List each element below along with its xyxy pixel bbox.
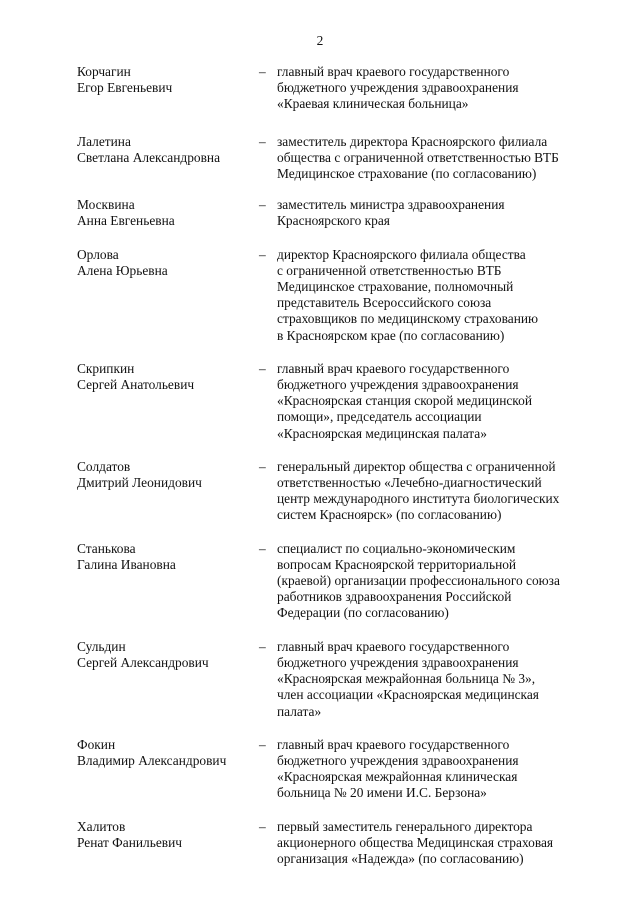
member-entry <box>0 541 640 622</box>
position-line: помощи», председатель ассоциации <box>277 409 482 425</box>
member-surname: Лалетина <box>77 133 131 149</box>
member-given-names: Ренат Фанильевич <box>77 834 182 850</box>
position-line: бюджетного учреждения здравоохранения <box>277 80 519 96</box>
position-line: общества с ограниченной ответственностью ВТБ <box>277 149 559 165</box>
dash-separator: – <box>259 736 266 752</box>
dash-separator: – <box>259 133 266 149</box>
position-line: первый заместитель генерального директора <box>277 818 533 834</box>
dash-separator: – <box>259 360 266 376</box>
position-line: «Красноярская медицинская палата» <box>277 425 487 441</box>
member-name <box>0 134 257 183</box>
member-position <box>277 737 640 802</box>
position-line: Федерации (по согласованию) <box>277 605 449 621</box>
position-line: работников здравоохранения Российской <box>277 589 512 605</box>
position-line: с ограниченной ответственностью ВТБ <box>277 262 502 278</box>
position-line: представитель Всероссийского союза <box>277 295 492 311</box>
dash-separator: – <box>259 458 266 474</box>
position-line: бюджетного учреждения здравоохранения <box>277 377 519 393</box>
member-surname: Сульдин <box>77 638 126 654</box>
member-surname: Солдатов <box>77 458 131 474</box>
member-entry <box>0 819 640 868</box>
position-line: заместитель министра здравоохранения <box>277 197 505 213</box>
member-position <box>277 197 640 229</box>
member-entry <box>0 361 640 442</box>
member-name <box>0 639 257 720</box>
member-entry <box>0 247 640 344</box>
position-line: главный врач краевого государственного <box>277 736 510 752</box>
member-given-names: Владимир Александрович <box>77 752 227 768</box>
position-line: генеральный директор общества с ограниченной <box>277 458 556 474</box>
position-line: ответственностью «Лечебно-диагностический <box>277 475 542 491</box>
member-position <box>277 541 640 622</box>
member-name <box>0 459 257 524</box>
member-given-names: Сергей Анатольевич <box>77 377 195 393</box>
member-entry <box>0 64 640 113</box>
dash-separator: – <box>259 64 266 79</box>
member-entry <box>0 197 640 229</box>
position-line: Медицинское страхование (по согласованию) <box>277 166 537 182</box>
member-surname: Скрипкин <box>77 360 135 376</box>
position-line: «Красноярская станция скорой медицинской <box>277 393 532 409</box>
position-line: «Красноярская межрайонная клиническая <box>277 769 518 785</box>
position-line: «Красноярская межрайонная больница № 3», <box>277 671 536 687</box>
dash-separator: – <box>259 540 266 556</box>
position-line: специалист по социально-экономическим <box>277 540 516 556</box>
member-given-names: Анна Евгеньевна <box>77 213 175 229</box>
member-position <box>277 361 640 442</box>
dash-separator: – <box>259 246 266 262</box>
member-position <box>277 639 640 720</box>
position-line: Красноярского края <box>277 213 390 229</box>
member-entry <box>0 459 640 524</box>
member-surname: Корчагин <box>77 64 131 79</box>
member-given-names: Алена Юрьевна <box>77 262 168 278</box>
position-line: центр международного института биологических <box>277 491 560 507</box>
member-surname: Орлова <box>77 246 119 262</box>
member-position <box>277 64 640 113</box>
member-position <box>277 459 640 524</box>
position-line: организация «Надежда» (по согласованию) <box>277 850 524 866</box>
position-line: бюджетного учреждения здравоохранения <box>277 654 519 670</box>
position-line: главный врач краевого государственного <box>277 638 510 654</box>
dash-separator: – <box>259 818 266 834</box>
member-given-names: Галина Ивановна <box>77 556 176 572</box>
member-position <box>277 247 640 344</box>
member-name <box>0 247 257 344</box>
member-surname: Халитов <box>77 818 126 834</box>
member-name <box>0 541 257 622</box>
position-line: главный врач краевого государственного <box>277 360 510 376</box>
position-line: Медицинское страхование, полномочный <box>277 279 514 295</box>
position-line: систем Красноярск» (по согласованию) <box>277 507 502 523</box>
dash-separator: – <box>259 638 266 654</box>
member-entry <box>0 639 640 720</box>
member-name <box>0 64 257 113</box>
member-entry <box>0 134 640 183</box>
position-line: заместитель директора Красноярского филиала <box>277 133 548 149</box>
member-name <box>0 737 257 802</box>
member-surname: Станькова <box>77 540 136 556</box>
dash-separator: – <box>259 197 266 213</box>
position-line: в Красноярском крае (по согласованию) <box>277 327 505 343</box>
member-name <box>0 819 257 868</box>
position-line: главный врач краевого государственного <box>277 64 510 79</box>
position-line: (краевой) организации профессионального союза <box>277 573 560 589</box>
member-name <box>0 197 257 229</box>
member-given-names: Сергей Александрович <box>77 654 209 670</box>
page-number: 2 <box>316 33 324 48</box>
position-line: больница № 20 имени И.С. Берзона» <box>277 785 487 801</box>
member-list <box>0 64 640 867</box>
member-entry <box>0 737 640 802</box>
position-line: акционерного общества Медицинская страховая <box>277 834 554 850</box>
position-line: бюджетного учреждения здравоохранения <box>277 752 519 768</box>
member-given-names: Дмитрий Леонидович <box>77 475 202 491</box>
position-line: член ассоциации «Красноярская медицинская <box>277 687 539 703</box>
position-line: «Краевая клиническая больница» <box>277 96 469 112</box>
position-line: страховщиков по медицинскому страхованию <box>277 311 539 327</box>
position-line: вопросам Красноярской территориальной <box>277 556 517 572</box>
member-surname: Москвина <box>77 197 135 213</box>
member-name <box>0 361 257 442</box>
position-line: палата» <box>277 703 322 719</box>
position-line: директор Красноярского филиала общества <box>277 246 526 262</box>
member-position <box>277 819 640 868</box>
member-surname: Фокин <box>77 736 116 752</box>
member-position <box>277 134 640 183</box>
member-given-names: Светлана Александровна <box>77 149 221 165</box>
member-given-names: Егор Евгеньевич <box>77 80 173 96</box>
